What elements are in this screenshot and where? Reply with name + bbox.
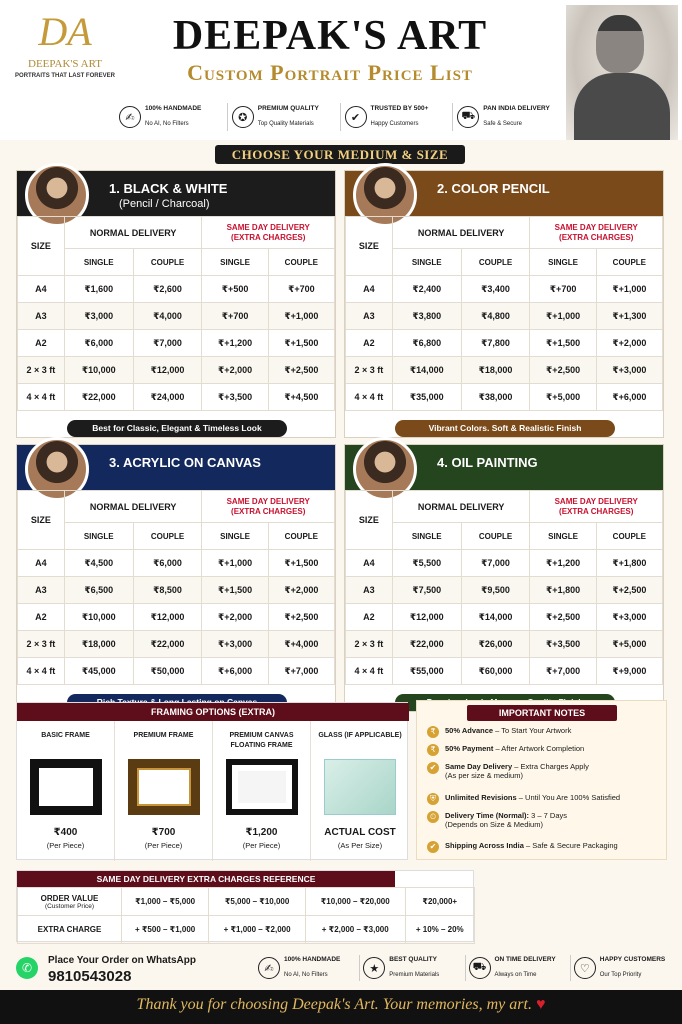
frame-name: GLASS (IF APPLICABLE) <box>318 732 402 739</box>
price-cell: ₹+1,000 <box>202 550 268 577</box>
couple-header: COUPLE <box>461 523 530 550</box>
price-cell: ₹14,000 <box>392 357 461 384</box>
couple-header: COUPLE <box>596 523 662 550</box>
size-cell: A3 <box>346 577 393 604</box>
price-cell: ₹+1,500 <box>530 330 596 357</box>
single-header: SINGLE <box>64 523 133 550</box>
price-cell: ₹2,600 <box>133 276 202 303</box>
same-day-header: SAME DAY DELIVERY (EXTRA CHARGES) <box>530 217 663 249</box>
note-item <box>427 744 584 756</box>
single-header: SINGLE <box>202 523 268 550</box>
badge-subtitle: Our Top Priority <box>599 971 642 978</box>
same-day-header: SAME DAY DELIVERY (EXTRA CHARGES) <box>202 217 335 249</box>
note-bold: Shipping Across India <box>445 841 524 850</box>
frame-price: ₹1,200 <box>245 827 278 838</box>
price-card <box>16 444 336 712</box>
price-cell: ₹+2,000 <box>596 330 662 357</box>
note-bold: 50% Payment <box>445 744 494 753</box>
price-card <box>344 170 664 438</box>
price-cell: ₹14,000 <box>461 604 530 631</box>
badge <box>115 103 228 131</box>
price-cell: ₹5,500 <box>392 550 461 577</box>
badge-subtitle: Top Quality Materials <box>257 120 314 127</box>
order-range: ₹1,000 – ₹5,000 <box>122 888 209 916</box>
size-cell: A4 <box>18 550 65 577</box>
table-row <box>346 357 663 384</box>
shield-check-icon: ✔ <box>345 106 367 128</box>
price-cell: ₹+1,500 <box>268 330 334 357</box>
heart-icon: ♡ <box>574 957 596 979</box>
brand-logo <box>10 10 120 105</box>
price-cell: ₹+1,200 <box>530 550 596 577</box>
note-bold: Unlimited Revisions <box>445 793 517 802</box>
price-cell: ₹4,000 <box>133 303 202 330</box>
hand-brush-icon: ✍ <box>119 106 141 128</box>
price-cell: ₹+2,000 <box>268 577 334 604</box>
page-title: DEEPAK'S ART <box>172 13 488 59</box>
price-cell: ₹50,000 <box>133 658 202 685</box>
size-header: SIZE <box>18 217 65 276</box>
note-icon: ✔ <box>427 841 439 853</box>
note-icon: ✔ <box>427 762 439 774</box>
size-header: SIZE <box>346 491 393 550</box>
badge <box>341 103 454 131</box>
price-cell: ₹+2,500 <box>596 577 662 604</box>
card-title: 1. BLACK & WHITE <box>109 181 228 196</box>
badge <box>466 955 571 981</box>
extra-charge-value: + 10% – 20% <box>405 916 475 944</box>
size-cell: A3 <box>18 577 65 604</box>
table-row <box>18 550 335 577</box>
price-cell: ₹3,800 <box>392 303 461 330</box>
extra-charges-table <box>17 887 475 944</box>
note-icon: ₹ <box>427 726 439 738</box>
price-table <box>17 490 335 685</box>
size-cell: 2 × 3 ft <box>346 357 393 384</box>
size-header: SIZE <box>18 491 65 550</box>
price-cell: ₹55,000 <box>392 658 461 685</box>
price-cell: ₹10,000 <box>64 604 133 631</box>
note-item <box>427 841 618 853</box>
size-cell: 2 × 3 ft <box>18 631 65 658</box>
price-card <box>344 444 664 712</box>
frame-option <box>115 721 213 861</box>
size-cell: 4 × 4 ft <box>18 384 65 411</box>
note-bold: Delivery Time (Normal): <box>445 811 530 820</box>
note-item <box>427 762 589 780</box>
card-subtitle: (Pencil / Charcoal) <box>119 198 210 210</box>
note-icon: ⏲ <box>427 811 439 823</box>
price-cell: ₹+700 <box>202 303 268 330</box>
truck-icon: ⛟ <box>469 957 491 979</box>
badge-subtitle: Happy Customers <box>370 120 419 127</box>
single-header: SINGLE <box>392 249 461 276</box>
badge-title: BEST QUALITY <box>389 955 437 963</box>
table-row <box>346 658 663 685</box>
price-table <box>345 216 663 411</box>
couple-header: COUPLE <box>596 249 662 276</box>
table-row <box>346 577 663 604</box>
price-cell: ₹18,000 <box>461 357 530 384</box>
price-cell: ₹10,000 <box>64 357 133 384</box>
size-cell: 2 × 3 ft <box>346 631 393 658</box>
price-cell: ₹4,800 <box>461 303 530 330</box>
important-notes <box>416 700 667 860</box>
note-item <box>427 726 571 738</box>
price-cell: ₹+1,500 <box>268 550 334 577</box>
price-cell: ₹7,500 <box>392 577 461 604</box>
note-icon: ₹ <box>427 744 439 756</box>
price-cell: ₹2,400 <box>392 276 461 303</box>
table-row <box>18 276 335 303</box>
badge-title: PAN INDIA DELIVERY <box>483 104 550 112</box>
price-table <box>17 216 335 411</box>
price-cell: ₹7,800 <box>461 330 530 357</box>
extra-charge-value: + ₹2,000 – ₹3,000 <box>305 916 405 944</box>
price-cell: ₹+6,000 <box>596 384 662 411</box>
couple-header: COUPLE <box>461 249 530 276</box>
normal-delivery-header: NORMAL DELIVERY <box>64 217 202 249</box>
price-cell: ₹+2,500 <box>530 357 596 384</box>
frame-price: ₹700 <box>151 827 176 838</box>
table-row <box>18 303 335 330</box>
badge-subtitle: Premium Materials <box>389 971 440 978</box>
table-row <box>18 604 335 631</box>
badge <box>228 103 341 131</box>
table-row <box>18 330 335 357</box>
brand-tagline: PORTRAITS THAT LAST FOREVER <box>15 73 115 79</box>
price-cell: ₹+4,000 <box>268 631 334 658</box>
badge-subtitle: Safe & Secure <box>483 120 522 127</box>
hand-brush-icon: ✍ <box>258 957 280 979</box>
badge <box>571 955 675 981</box>
normal-delivery-header: NORMAL DELIVERY <box>392 491 530 523</box>
price-cell: ₹22,000 <box>133 631 202 658</box>
footer-text: Thank you for choosing Deepak's Art. Your memories, my art. <box>136 996 532 1013</box>
couple-header: COUPLE <box>268 249 334 276</box>
price-cell: ₹+1,000 <box>268 303 334 330</box>
price-cell: ₹+2,500 <box>530 604 596 631</box>
price-cell: ₹38,000 <box>461 384 530 411</box>
note-icon: ⛨ <box>427 793 439 805</box>
price-cell: ₹7,000 <box>461 550 530 577</box>
same-day-header: SAME DAY DELIVERY (EXTRA CHARGES) <box>530 491 663 523</box>
note-text: – To Start Your Artwork <box>493 726 572 735</box>
heart-icon: ♥ <box>535 996 546 1013</box>
choose-medium-banner: CHOOSE YOUR MEDIUM & SIZE <box>215 145 465 164</box>
size-cell: A2 <box>18 604 65 631</box>
note-extra: (Depends on Size & Medium) <box>445 820 543 829</box>
badge-title: PREMIUM QUALITY <box>257 104 319 112</box>
frame-name: BASIC FRAME <box>41 732 90 739</box>
same-day-header: SAME DAY DELIVERY (EXTRA CHARGES) <box>202 491 335 523</box>
price-cell: ₹6,000 <box>64 330 133 357</box>
whatsapp-number[interactable]: 9810543028 <box>48 968 132 985</box>
badge-title: 100% HANDMADE <box>145 104 202 112</box>
price-cell: ₹+3,000 <box>596 604 662 631</box>
price-cell: ₹45,000 <box>64 658 133 685</box>
size-cell: A4 <box>18 276 65 303</box>
note-bold: Same Day Delivery <box>445 762 513 771</box>
size-cell: A3 <box>18 303 65 330</box>
price-cell: ₹8,500 <box>133 577 202 604</box>
single-header: SINGLE <box>392 523 461 550</box>
price-cell: ₹+2,000 <box>202 604 268 631</box>
price-cell: ₹+1,000 <box>596 276 662 303</box>
price-cell: ₹+3,500 <box>202 384 268 411</box>
card-tagline: Vibrant Colors. Soft & Realistic Finish <box>395 420 615 437</box>
price-cell: ₹6,500 <box>64 577 133 604</box>
extra-charges-title: SAME DAY DELIVERY EXTRA CHARGES REFERENCE <box>17 871 395 887</box>
header-badges <box>115 103 565 131</box>
couple-header: COUPLE <box>133 523 202 550</box>
frame-image <box>128 759 200 815</box>
price-cell: ₹+2,500 <box>268 357 334 384</box>
star-icon: ★ <box>363 957 385 979</box>
badge-subtitle: No AI, No Filters <box>284 971 328 978</box>
order-range: ₹10,000 – ₹20,000 <box>305 888 405 916</box>
framing-options <box>16 702 408 860</box>
whatsapp-label: Place Your Order on WhatsApp <box>48 955 196 966</box>
single-header: SINGLE <box>202 249 268 276</box>
price-cell: ₹6,000 <box>133 550 202 577</box>
size-cell: 4 × 4 ft <box>346 384 393 411</box>
price-cell: ₹35,000 <box>392 384 461 411</box>
frame-price: ACTUAL COST <box>324 827 396 838</box>
price-cell: ₹4,500 <box>64 550 133 577</box>
table-row <box>346 303 663 330</box>
frame-unit: (Per Piece) <box>242 841 281 850</box>
price-cell: ₹+5,000 <box>596 631 662 658</box>
card-title: 4. OIL PAINTING <box>437 455 538 470</box>
price-cell: ₹3,000 <box>64 303 133 330</box>
price-cell: ₹+9,000 <box>596 658 662 685</box>
table-row <box>346 550 663 577</box>
note-text: 3 – 7 Days <box>529 811 567 820</box>
frame-option <box>213 721 311 861</box>
frame-image <box>226 759 298 815</box>
brand-name: DEEPAK'S ART <box>28 58 102 70</box>
price-cell: ₹+4,500 <box>268 384 334 411</box>
frame-unit: (Per Piece) <box>144 841 183 850</box>
badge-title: ON TIME DELIVERY <box>494 955 556 963</box>
artist-portrait <box>566 5 678 140</box>
price-cell: ₹24,000 <box>133 384 202 411</box>
footer-badges <box>255 955 675 981</box>
medal-icon: ✪ <box>232 106 254 128</box>
badge-subtitle: Always on Time <box>494 971 537 978</box>
frame-image <box>30 759 102 815</box>
whatsapp-icon: ✆ <box>16 957 38 979</box>
price-cell: ₹1,600 <box>64 276 133 303</box>
note-item <box>427 811 567 829</box>
price-cell: ₹+3,000 <box>202 631 268 658</box>
price-cell: ₹+1,300 <box>596 303 662 330</box>
price-cell: ₹22,000 <box>392 631 461 658</box>
table-row <box>346 384 663 411</box>
frame-unit: (As Per Size) <box>337 841 383 850</box>
price-cell: ₹+1,000 <box>530 303 596 330</box>
price-cell: ₹12,000 <box>133 604 202 631</box>
normal-delivery-header: NORMAL DELIVERY <box>392 217 530 249</box>
page-subtitle: Custom Portrait Price List <box>187 60 473 85</box>
order-range: ₹5,000 – ₹10,000 <box>209 888 306 916</box>
price-cell: ₹+1,800 <box>530 577 596 604</box>
single-header: SINGLE <box>530 249 596 276</box>
couple-header: COUPLE <box>268 523 334 550</box>
size-cell: 4 × 4 ft <box>346 658 393 685</box>
badge-title: TRUSTED BY 500+ <box>370 104 429 112</box>
card-title: 2. COLOR PENCIL <box>437 181 550 196</box>
framing-title: FRAMING OPTIONS (EXTRA) <box>17 703 409 721</box>
price-cell: ₹+3,500 <box>530 631 596 658</box>
frame-image <box>324 759 396 815</box>
note-text: – Extra Charges Apply <box>512 762 589 771</box>
table-row <box>18 577 335 604</box>
size-cell: 4 × 4 ft <box>18 658 65 685</box>
size-cell: A2 <box>346 604 393 631</box>
truck-icon: ⛟ <box>457 106 479 128</box>
frame-name: PREMIUM CANVAS FLOATING FRAME <box>229 732 294 749</box>
price-cell: ₹+1,500 <box>202 577 268 604</box>
price-table <box>345 490 663 685</box>
extra-charge-value: + ₹1,000 – ₹2,000 <box>209 916 306 944</box>
note-text: – Until You Are 100% Satisfied <box>516 793 621 802</box>
size-cell: A2 <box>18 330 65 357</box>
price-cell: ₹18,000 <box>64 631 133 658</box>
size-header: SIZE <box>346 217 393 276</box>
price-cell: ₹26,000 <box>461 631 530 658</box>
price-cell: ₹12,000 <box>133 357 202 384</box>
price-cell: ₹60,000 <box>461 658 530 685</box>
footer-thanks <box>0 990 682 1024</box>
badge-title: HAPPY CUSTOMERS <box>599 955 666 963</box>
table-row <box>346 276 663 303</box>
badge <box>255 955 360 981</box>
extra-charge-label: EXTRA CHARGE <box>18 916 122 944</box>
price-cell: ₹+700 <box>268 276 334 303</box>
price-cell: ₹12,000 <box>392 604 461 631</box>
price-card <box>16 170 336 438</box>
table-row <box>18 357 335 384</box>
price-cell: ₹+500 <box>202 276 268 303</box>
price-cell: ₹+6,000 <box>202 658 268 685</box>
table-row <box>18 658 335 685</box>
table-row <box>346 604 663 631</box>
badge-subtitle: No AI, No Filters <box>145 120 189 127</box>
extra-charges-reference <box>16 870 474 942</box>
frame-unit: (Per Piece) <box>46 841 85 850</box>
price-cell: ₹9,500 <box>461 577 530 604</box>
couple-header: COUPLE <box>133 249 202 276</box>
single-header: SINGLE <box>530 523 596 550</box>
price-cell: ₹+2,000 <box>202 357 268 384</box>
price-cell: ₹+3,000 <box>596 357 662 384</box>
notes-title: IMPORTANT NOTES <box>467 705 617 721</box>
table-row <box>346 330 663 357</box>
size-cell: A4 <box>346 276 393 303</box>
note-bold: 50% Advance <box>445 726 494 735</box>
price-cell: ₹7,000 <box>133 330 202 357</box>
order-value-label: ORDER VALUE (Customer Price) <box>18 888 122 916</box>
table-row <box>346 631 663 658</box>
price-cell: ₹+1,800 <box>596 550 662 577</box>
extra-charge-value: + ₹500 – ₹1,000 <box>122 916 209 944</box>
note-extra: (As per size & medium) <box>445 771 523 780</box>
frame-option <box>311 721 409 861</box>
size-cell: A3 <box>346 303 393 330</box>
price-cell: ₹6,800 <box>392 330 461 357</box>
whatsapp-order[interactable] <box>16 955 256 985</box>
card-tagline: Best for Classic, Elegant & Timeless Look <box>67 420 287 437</box>
table-row <box>18 384 335 411</box>
normal-delivery-header: NORMAL DELIVERY <box>64 491 202 523</box>
table-row <box>18 631 335 658</box>
order-range: ₹20,000+ <box>405 888 475 916</box>
badge-title: 100% HANDMADE <box>284 955 341 963</box>
frame-option <box>17 721 115 861</box>
price-cell: ₹+1,200 <box>202 330 268 357</box>
card-title: 3. ACRYLIC ON CANVAS <box>109 455 261 470</box>
size-cell: A4 <box>346 550 393 577</box>
badge <box>453 103 565 131</box>
note-text: – Safe & Secure Packaging <box>523 841 618 850</box>
price-cell: ₹+7,000 <box>530 658 596 685</box>
brand-monogram: DA <box>38 9 92 54</box>
size-cell: A2 <box>346 330 393 357</box>
price-cell: ₹3,400 <box>461 276 530 303</box>
note-item <box>427 793 620 805</box>
price-cell: ₹+7,000 <box>268 658 334 685</box>
single-header: SINGLE <box>64 249 133 276</box>
badge <box>360 955 465 981</box>
note-text: – After Artwork Completion <box>493 744 585 753</box>
price-cell: ₹22,000 <box>64 384 133 411</box>
price-cell: ₹+700 <box>530 276 596 303</box>
price-cell: ₹+2,500 <box>268 604 334 631</box>
price-cell: ₹+5,000 <box>530 384 596 411</box>
frame-price: ₹400 <box>53 827 78 838</box>
frame-name: PREMIUM FRAME <box>133 732 194 739</box>
size-cell: 2 × 3 ft <box>18 357 65 384</box>
